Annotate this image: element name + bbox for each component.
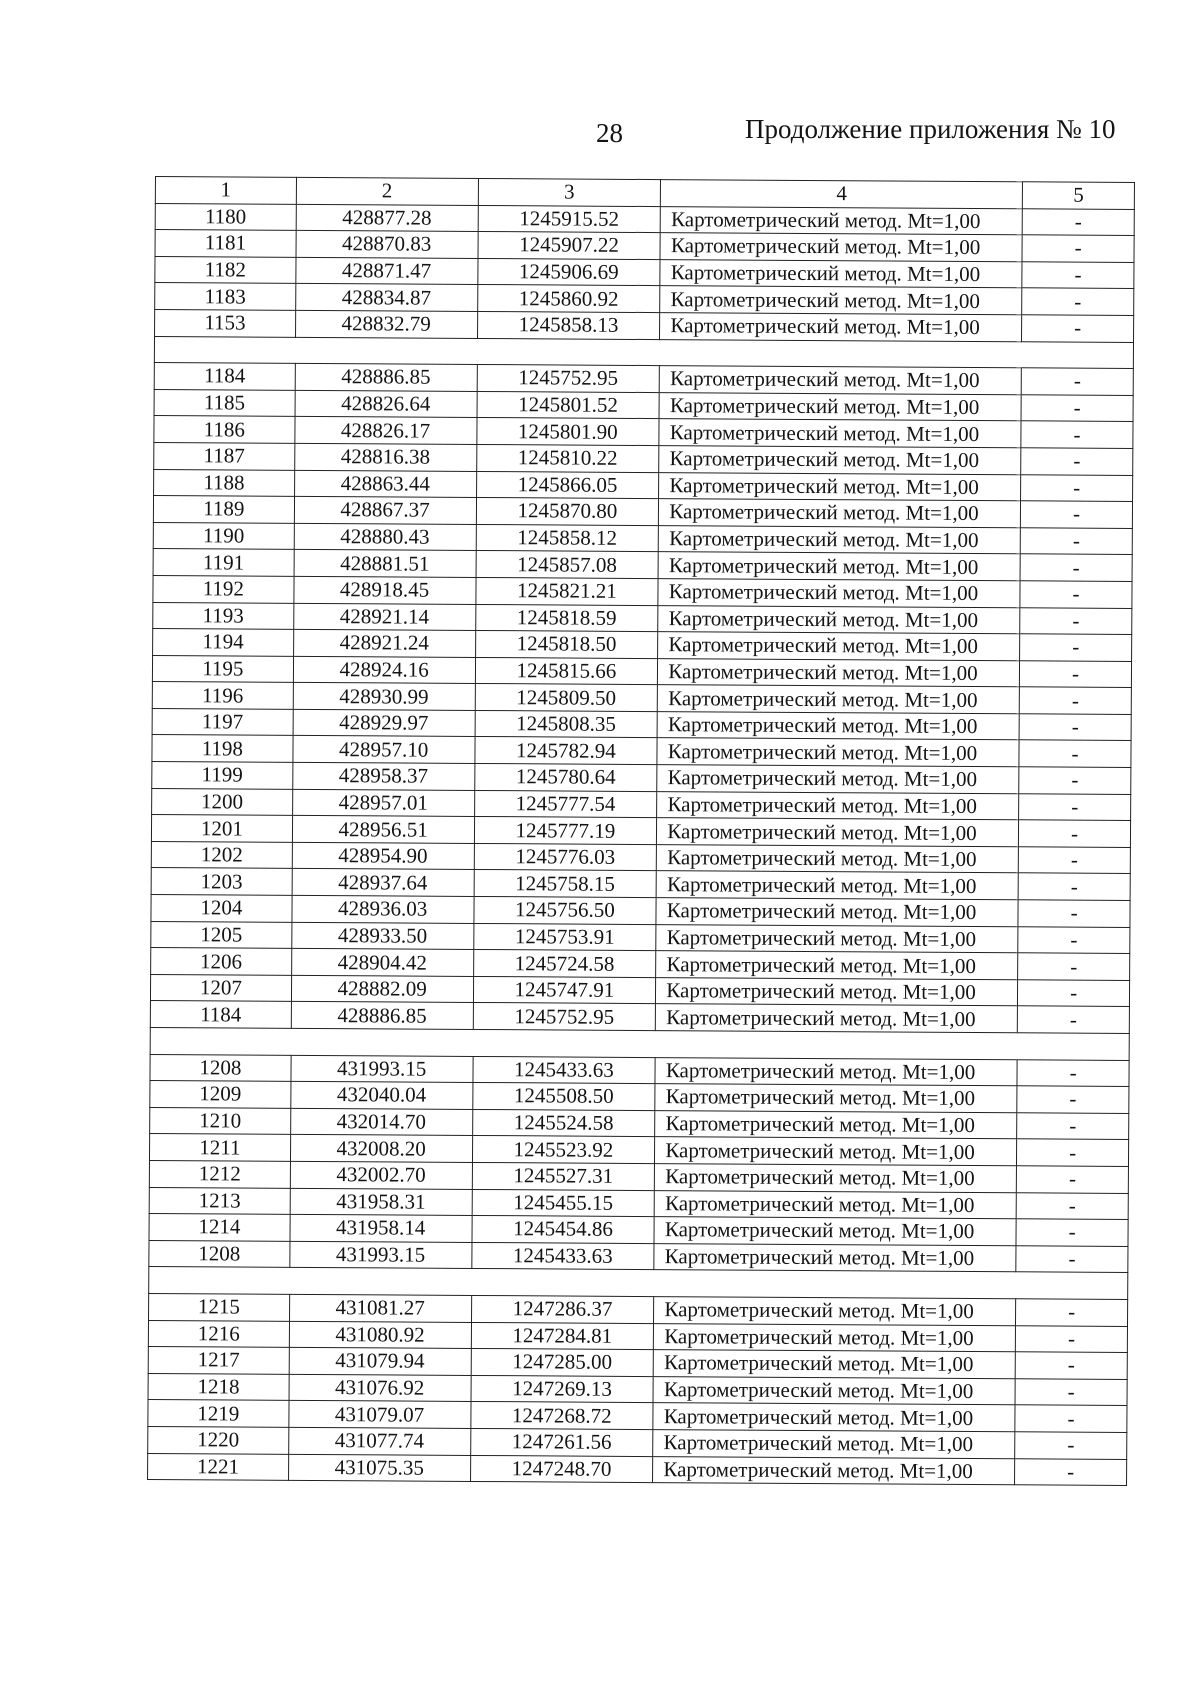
method-cell: Картометрический метод. Mt=1,00 bbox=[659, 525, 1021, 554]
x-coordinate-cell: 428957.10 bbox=[293, 736, 475, 764]
x-coordinate-cell: 431077.74 bbox=[288, 1427, 470, 1455]
point-number-cell: 1207 bbox=[150, 974, 291, 1001]
method-cell: Картометрический метод. Mt=1,00 bbox=[656, 924, 1018, 953]
note-cell: - bbox=[1022, 315, 1134, 342]
note-cell: - bbox=[1016, 1219, 1128, 1246]
y-coordinate-cell: 1245818.50 bbox=[475, 631, 658, 659]
y-coordinate-cell: 1245455.15 bbox=[472, 1189, 655, 1217]
y-coordinate-cell: 1245782.94 bbox=[474, 737, 657, 765]
point-number-cell: 1184 bbox=[150, 1001, 291, 1028]
note-cell: - bbox=[1021, 474, 1133, 501]
method-cell: Картометрический метод. Mt=1,00 bbox=[660, 286, 1022, 315]
method-cell: Картометрический метод. Mt=1,00 bbox=[659, 392, 1021, 421]
column-header-4: 4 bbox=[661, 180, 1023, 209]
x-coordinate-cell: 431958.31 bbox=[290, 1188, 472, 1216]
x-coordinate-cell: 428832.79 bbox=[295, 310, 477, 338]
point-number-cell: 1221 bbox=[148, 1453, 289, 1480]
method-cell: Картометрический метод. Mt=1,00 bbox=[655, 1057, 1017, 1086]
method-cell: Картометрический метод. Mt=1,00 bbox=[653, 1456, 1015, 1485]
point-number-cell: 1213 bbox=[149, 1187, 290, 1214]
x-coordinate-cell: 428870.83 bbox=[296, 231, 478, 259]
y-coordinate-cell: 1245523.92 bbox=[472, 1136, 655, 1164]
x-coordinate-cell: 428877.28 bbox=[296, 204, 478, 232]
x-coordinate-cell: 428930.99 bbox=[293, 683, 475, 711]
method-cell: Картометрический метод. Mt=1,00 bbox=[657, 844, 1019, 873]
y-coordinate-cell: 1245747.91 bbox=[473, 976, 656, 1004]
note-cell: - bbox=[1020, 581, 1132, 608]
x-coordinate-cell: 431081.27 bbox=[289, 1294, 471, 1322]
page-number: 28 bbox=[596, 118, 623, 148]
y-coordinate-cell: 1245809.50 bbox=[475, 684, 658, 712]
note-cell: - bbox=[1021, 448, 1133, 475]
x-coordinate-cell: 428886.85 bbox=[291, 1002, 473, 1030]
x-coordinate-cell: 431993.15 bbox=[291, 1055, 473, 1083]
method-cell: Картометрический метод. Mt=1,00 bbox=[657, 765, 1019, 794]
y-coordinate-cell: 1245821.21 bbox=[475, 577, 658, 605]
point-number-cell: 1205 bbox=[151, 921, 292, 948]
point-number-cell: 1200 bbox=[152, 788, 293, 815]
y-coordinate-cell: 1245454.86 bbox=[472, 1216, 655, 1244]
method-cell: Картометрический метод. Mt=1,00 bbox=[655, 1137, 1017, 1166]
column-header-5: 5 bbox=[1023, 182, 1135, 209]
method-cell: Картометрический метод. Mt=1,00 bbox=[658, 605, 1020, 634]
column-header-1: 1 bbox=[155, 177, 296, 204]
method-cell: Картометрический метод. Mt=1,00 bbox=[659, 419, 1021, 448]
x-coordinate-cell: 428921.24 bbox=[293, 629, 475, 657]
method-cell: Картометрический метод. Mt=1,00 bbox=[656, 898, 1018, 927]
point-number-cell: 1182 bbox=[155, 256, 296, 283]
method-cell: Картометрический метод. Mt=1,00 bbox=[653, 1403, 1015, 1432]
note-cell: - bbox=[1018, 873, 1130, 900]
note-cell: - bbox=[1020, 554, 1132, 581]
note-cell: - bbox=[1019, 740, 1131, 767]
y-coordinate-cell: 1247248.70 bbox=[470, 1455, 653, 1483]
x-coordinate-cell: 431079.94 bbox=[289, 1347, 471, 1375]
note-cell: - bbox=[1018, 953, 1130, 980]
x-coordinate-cell: 431079.07 bbox=[289, 1401, 471, 1429]
point-number-cell: 1185 bbox=[154, 389, 295, 416]
x-coordinate-cell: 428936.03 bbox=[292, 895, 474, 923]
note-cell: - bbox=[1019, 793, 1131, 820]
note-cell: - bbox=[1016, 1325, 1128, 1352]
x-coordinate-cell: 428918.45 bbox=[294, 576, 476, 604]
note-cell: - bbox=[1021, 395, 1133, 422]
note-cell: - bbox=[1020, 660, 1132, 687]
y-coordinate-cell: 1247261.56 bbox=[470, 1428, 653, 1456]
x-coordinate-cell: 428882.09 bbox=[291, 975, 473, 1003]
y-coordinate-cell: 1245752.95 bbox=[473, 1003, 656, 1031]
note-cell: - bbox=[1018, 847, 1130, 874]
point-number-cell: 1216 bbox=[148, 1320, 289, 1347]
method-cell: Картометрический метод. Mt=1,00 bbox=[657, 738, 1019, 767]
note-cell: - bbox=[1020, 528, 1132, 555]
y-coordinate-cell: 1245915.52 bbox=[478, 205, 661, 233]
point-number-cell: 1210 bbox=[150, 1107, 291, 1134]
note-cell: - bbox=[1015, 1378, 1127, 1405]
x-coordinate-cell: 432008.20 bbox=[290, 1135, 472, 1163]
point-number-cell: 1187 bbox=[154, 442, 295, 469]
x-coordinate-cell: 428863.44 bbox=[294, 470, 476, 498]
y-coordinate-cell: 1245801.52 bbox=[477, 391, 660, 419]
y-coordinate-cell: 1245777.54 bbox=[474, 790, 657, 818]
method-cell: Картометрический метод. Mt=1,00 bbox=[657, 818, 1019, 847]
x-coordinate-cell: 431075.35 bbox=[288, 1454, 470, 1482]
y-coordinate-cell: 1245858.12 bbox=[476, 524, 659, 552]
note-cell: - bbox=[1018, 980, 1130, 1007]
point-number-cell: 1204 bbox=[151, 895, 292, 922]
y-coordinate-cell: 1245870.80 bbox=[476, 498, 659, 526]
method-cell: Картометрический метод. Mt=1,00 bbox=[655, 1110, 1017, 1139]
method-cell: Картометрический метод. Mt=1,00 bbox=[653, 1429, 1015, 1458]
y-coordinate-cell: 1247286.37 bbox=[471, 1295, 654, 1323]
method-cell: Картометрический метод. Mt=1,00 bbox=[657, 791, 1019, 820]
note-cell: - bbox=[1019, 820, 1131, 847]
x-coordinate-cell: 428886.85 bbox=[295, 364, 477, 392]
note-cell: - bbox=[1019, 714, 1131, 741]
point-number-cell: 1186 bbox=[154, 416, 295, 443]
y-coordinate-cell: 1245433.63 bbox=[472, 1056, 655, 1084]
y-coordinate-cell: 1245524.58 bbox=[472, 1109, 655, 1137]
note-cell: - bbox=[1017, 1059, 1129, 1086]
x-coordinate-cell: 428937.64 bbox=[292, 869, 474, 897]
point-number-cell: 1153 bbox=[155, 309, 296, 336]
note-cell: - bbox=[1019, 687, 1131, 714]
method-cell: Картометрический метод. Mt=1,00 bbox=[660, 206, 1022, 235]
method-cell: Картометрический метод. Mt=1,00 bbox=[658, 685, 1020, 714]
note-cell: - bbox=[1016, 1192, 1128, 1219]
x-coordinate-cell: 432014.70 bbox=[290, 1108, 472, 1136]
point-number-cell: 1203 bbox=[151, 868, 292, 895]
point-number-cell: 1199 bbox=[152, 762, 293, 789]
method-cell: Картометрический метод. Mt=1,00 bbox=[654, 1297, 1016, 1326]
point-number-cell: 1183 bbox=[155, 283, 296, 310]
note-cell: - bbox=[1022, 288, 1134, 315]
note-cell: - bbox=[1022, 235, 1134, 262]
note-cell: - bbox=[1017, 1113, 1129, 1140]
point-number-cell: 1181 bbox=[155, 230, 296, 257]
method-cell: Картометрический метод. Mt=1,00 bbox=[656, 951, 1018, 980]
y-coordinate-cell: 1245808.35 bbox=[475, 710, 658, 738]
point-number-cell: 1220 bbox=[148, 1426, 289, 1453]
point-number-cell: 1192 bbox=[153, 575, 294, 602]
y-coordinate-cell: 1245818.59 bbox=[475, 604, 658, 632]
y-coordinate-cell: 1245527.31 bbox=[472, 1162, 655, 1190]
method-cell: Картометрический метод. Mt=1,00 bbox=[659, 446, 1021, 475]
method-cell: Картометрический метод. Mt=1,00 bbox=[654, 1243, 1016, 1272]
page-title: Продолжение приложения № 10 bbox=[745, 114, 1116, 144]
y-coordinate-cell: 1245756.50 bbox=[473, 896, 656, 924]
note-cell: - bbox=[1022, 208, 1134, 235]
x-coordinate-cell: 428826.17 bbox=[295, 417, 477, 445]
method-cell: Картометрический метод. Mt=1,00 bbox=[658, 632, 1020, 661]
point-number-cell: 1206 bbox=[151, 948, 292, 975]
note-cell: - bbox=[1022, 262, 1134, 289]
y-coordinate-cell: 1245433.63 bbox=[471, 1242, 654, 1270]
note-cell: - bbox=[1018, 926, 1130, 953]
note-cell: - bbox=[1020, 634, 1132, 661]
point-number-cell: 1195 bbox=[152, 655, 293, 682]
method-cell: Картометрический метод. Mt=1,00 bbox=[660, 313, 1022, 342]
method-cell: Картометрический метод. Mt=1,00 bbox=[653, 1350, 1015, 1379]
note-cell: - bbox=[1016, 1299, 1128, 1326]
x-coordinate-cell: 431080.92 bbox=[289, 1321, 471, 1349]
x-coordinate-cell: 428826.64 bbox=[295, 390, 477, 418]
point-number-cell: 1189 bbox=[153, 496, 294, 523]
x-coordinate-cell: 428904.42 bbox=[291, 949, 473, 977]
point-number-cell: 1197 bbox=[152, 708, 293, 735]
note-cell: - bbox=[1017, 1139, 1129, 1166]
method-cell: Картометрический метод. Mt=1,00 bbox=[659, 499, 1021, 528]
y-coordinate-cell: 1245857.08 bbox=[476, 551, 659, 579]
y-coordinate-cell: 1245777.19 bbox=[474, 817, 657, 845]
note-cell: - bbox=[1015, 1352, 1127, 1379]
method-cell: Картометрический метод. Mt=1,00 bbox=[658, 552, 1020, 581]
method-cell: Картометрический метод. Mt=1,00 bbox=[655, 1084, 1017, 1113]
y-coordinate-cell: 1247269.13 bbox=[471, 1375, 654, 1403]
point-number-cell: 1196 bbox=[152, 682, 293, 709]
note-cell: - bbox=[1016, 1246, 1128, 1273]
x-coordinate-cell: 428867.37 bbox=[294, 496, 476, 524]
note-cell: - bbox=[1017, 1006, 1129, 1033]
x-coordinate-cell: 428933.50 bbox=[292, 922, 474, 950]
note-cell: - bbox=[1021, 421, 1133, 448]
method-cell: Картометрический метод. Mt=1,00 bbox=[654, 1217, 1016, 1246]
y-coordinate-cell: 1245866.05 bbox=[476, 471, 659, 499]
method-cell: Картометрический метод. Mt=1,00 bbox=[656, 977, 1018, 1006]
note-cell: - bbox=[1017, 1166, 1129, 1193]
point-number-cell: 1208 bbox=[149, 1240, 290, 1267]
coordinates-table bbox=[147, 176, 1135, 1486]
y-coordinate-cell: 1245810.22 bbox=[476, 444, 659, 472]
y-coordinate-cell: 1245508.50 bbox=[472, 1083, 655, 1111]
method-cell: Картометрический метод. Mt=1,00 bbox=[656, 871, 1018, 900]
y-coordinate-cell: 1245907.22 bbox=[478, 232, 661, 260]
x-coordinate-cell: 432002.70 bbox=[290, 1161, 472, 1189]
point-number-cell: 1193 bbox=[153, 602, 294, 629]
y-coordinate-cell: 1245752.95 bbox=[477, 365, 660, 393]
y-coordinate-cell: 1245780.64 bbox=[474, 764, 657, 792]
x-coordinate-cell: 431076.92 bbox=[289, 1374, 471, 1402]
x-coordinate-cell: 432040.04 bbox=[291, 1082, 473, 1110]
y-coordinate-cell: 1245860.92 bbox=[477, 285, 660, 313]
point-number-cell: 1208 bbox=[150, 1054, 291, 1081]
y-coordinate-cell: 1247284.81 bbox=[471, 1322, 654, 1350]
x-coordinate-cell: 428954.90 bbox=[292, 842, 474, 870]
point-number-cell: 1191 bbox=[153, 549, 294, 576]
method-cell: Картометрический метод. Mt=1,00 bbox=[660, 259, 1022, 288]
x-coordinate-cell: 428924.16 bbox=[293, 656, 475, 684]
method-cell: Картометрический метод. Mt=1,00 bbox=[654, 1190, 1016, 1219]
point-number-cell: 1214 bbox=[149, 1214, 290, 1241]
note-cell: - bbox=[1015, 1458, 1127, 1485]
point-number-cell: 1194 bbox=[153, 629, 294, 656]
y-coordinate-cell: 1245801.90 bbox=[476, 418, 659, 446]
table-row bbox=[148, 1453, 1127, 1486]
x-coordinate-cell: 428834.87 bbox=[295, 284, 477, 312]
y-coordinate-cell: 1245776.03 bbox=[474, 843, 657, 871]
x-coordinate-cell: 428956.51 bbox=[292, 816, 474, 844]
x-coordinate-cell: 428957.01 bbox=[292, 789, 474, 817]
point-number-cell: 1184 bbox=[154, 363, 295, 390]
x-coordinate-cell: 428880.43 bbox=[294, 523, 476, 551]
point-number-cell: 1202 bbox=[151, 841, 292, 868]
note-cell: - bbox=[1015, 1432, 1127, 1459]
x-coordinate-cell: 428929.97 bbox=[293, 709, 475, 737]
table-body bbox=[148, 177, 1135, 1486]
note-cell: - bbox=[1021, 501, 1133, 528]
point-number-cell: 1211 bbox=[149, 1134, 290, 1161]
x-coordinate-cell: 428958.37 bbox=[293, 762, 475, 790]
note-cell: - bbox=[1017, 1086, 1129, 1113]
method-cell: Картометрический метод. Mt=1,00 bbox=[656, 1004, 1018, 1033]
x-coordinate-cell: 431958.14 bbox=[290, 1214, 472, 1242]
method-cell: Картометрический метод. Mt=1,00 bbox=[659, 472, 1021, 501]
point-number-cell: 1201 bbox=[151, 815, 292, 842]
note-cell: - bbox=[1021, 368, 1133, 395]
method-cell: Картометрический метод. Mt=1,00 bbox=[657, 711, 1019, 740]
method-cell: Картометрический метод. Mt=1,00 bbox=[660, 366, 1022, 395]
column-header-3: 3 bbox=[478, 178, 661, 206]
x-coordinate-cell: 428871.47 bbox=[296, 257, 478, 285]
y-coordinate-cell: 1245758.15 bbox=[474, 870, 657, 898]
method-cell: Картометрический метод. Mt=1,00 bbox=[655, 1164, 1017, 1193]
method-cell: Картометрический метод. Mt=1,00 bbox=[658, 658, 1020, 687]
point-number-cell: 1219 bbox=[148, 1400, 289, 1427]
note-cell: - bbox=[1020, 607, 1132, 634]
point-number-cell: 1190 bbox=[153, 522, 294, 549]
y-coordinate-cell: 1245906.69 bbox=[477, 258, 660, 286]
x-coordinate-cell: 428816.38 bbox=[294, 443, 476, 471]
y-coordinate-cell: 1245753.91 bbox=[473, 923, 656, 951]
x-coordinate-cell: 428881.51 bbox=[294, 550, 476, 578]
column-header-2: 2 bbox=[296, 177, 478, 205]
method-cell: Картометрический метод. Mt=1,00 bbox=[660, 233, 1022, 262]
y-coordinate-cell: 1245858.13 bbox=[477, 311, 660, 339]
point-number-cell: 1218 bbox=[148, 1373, 289, 1400]
method-cell: Картометрический метод. Mt=1,00 bbox=[658, 578, 1020, 607]
y-coordinate-cell: 1247285.00 bbox=[471, 1349, 654, 1377]
y-coordinate-cell: 1245724.58 bbox=[473, 950, 656, 978]
point-number-cell: 1212 bbox=[149, 1160, 290, 1187]
x-coordinate-cell: 428921.14 bbox=[293, 603, 475, 631]
point-number-cell: 1209 bbox=[150, 1081, 291, 1108]
method-cell: Картометрический метод. Mt=1,00 bbox=[654, 1323, 1016, 1352]
point-number-cell: 1188 bbox=[154, 469, 295, 496]
y-coordinate-cell: 1247268.72 bbox=[470, 1402, 653, 1430]
y-coordinate-cell: 1245815.66 bbox=[475, 657, 658, 685]
note-cell: - bbox=[1018, 900, 1130, 927]
x-coordinate-cell: 431993.15 bbox=[290, 1241, 472, 1269]
point-number-cell: 1217 bbox=[148, 1347, 289, 1374]
point-number-cell: 1198 bbox=[152, 735, 293, 762]
note-cell: - bbox=[1019, 767, 1131, 794]
point-number-cell: 1180 bbox=[155, 203, 296, 230]
note-cell: - bbox=[1015, 1405, 1127, 1432]
point-number-cell: 1215 bbox=[149, 1293, 290, 1320]
method-cell: Картометрический метод. Mt=1,00 bbox=[653, 1376, 1015, 1405]
